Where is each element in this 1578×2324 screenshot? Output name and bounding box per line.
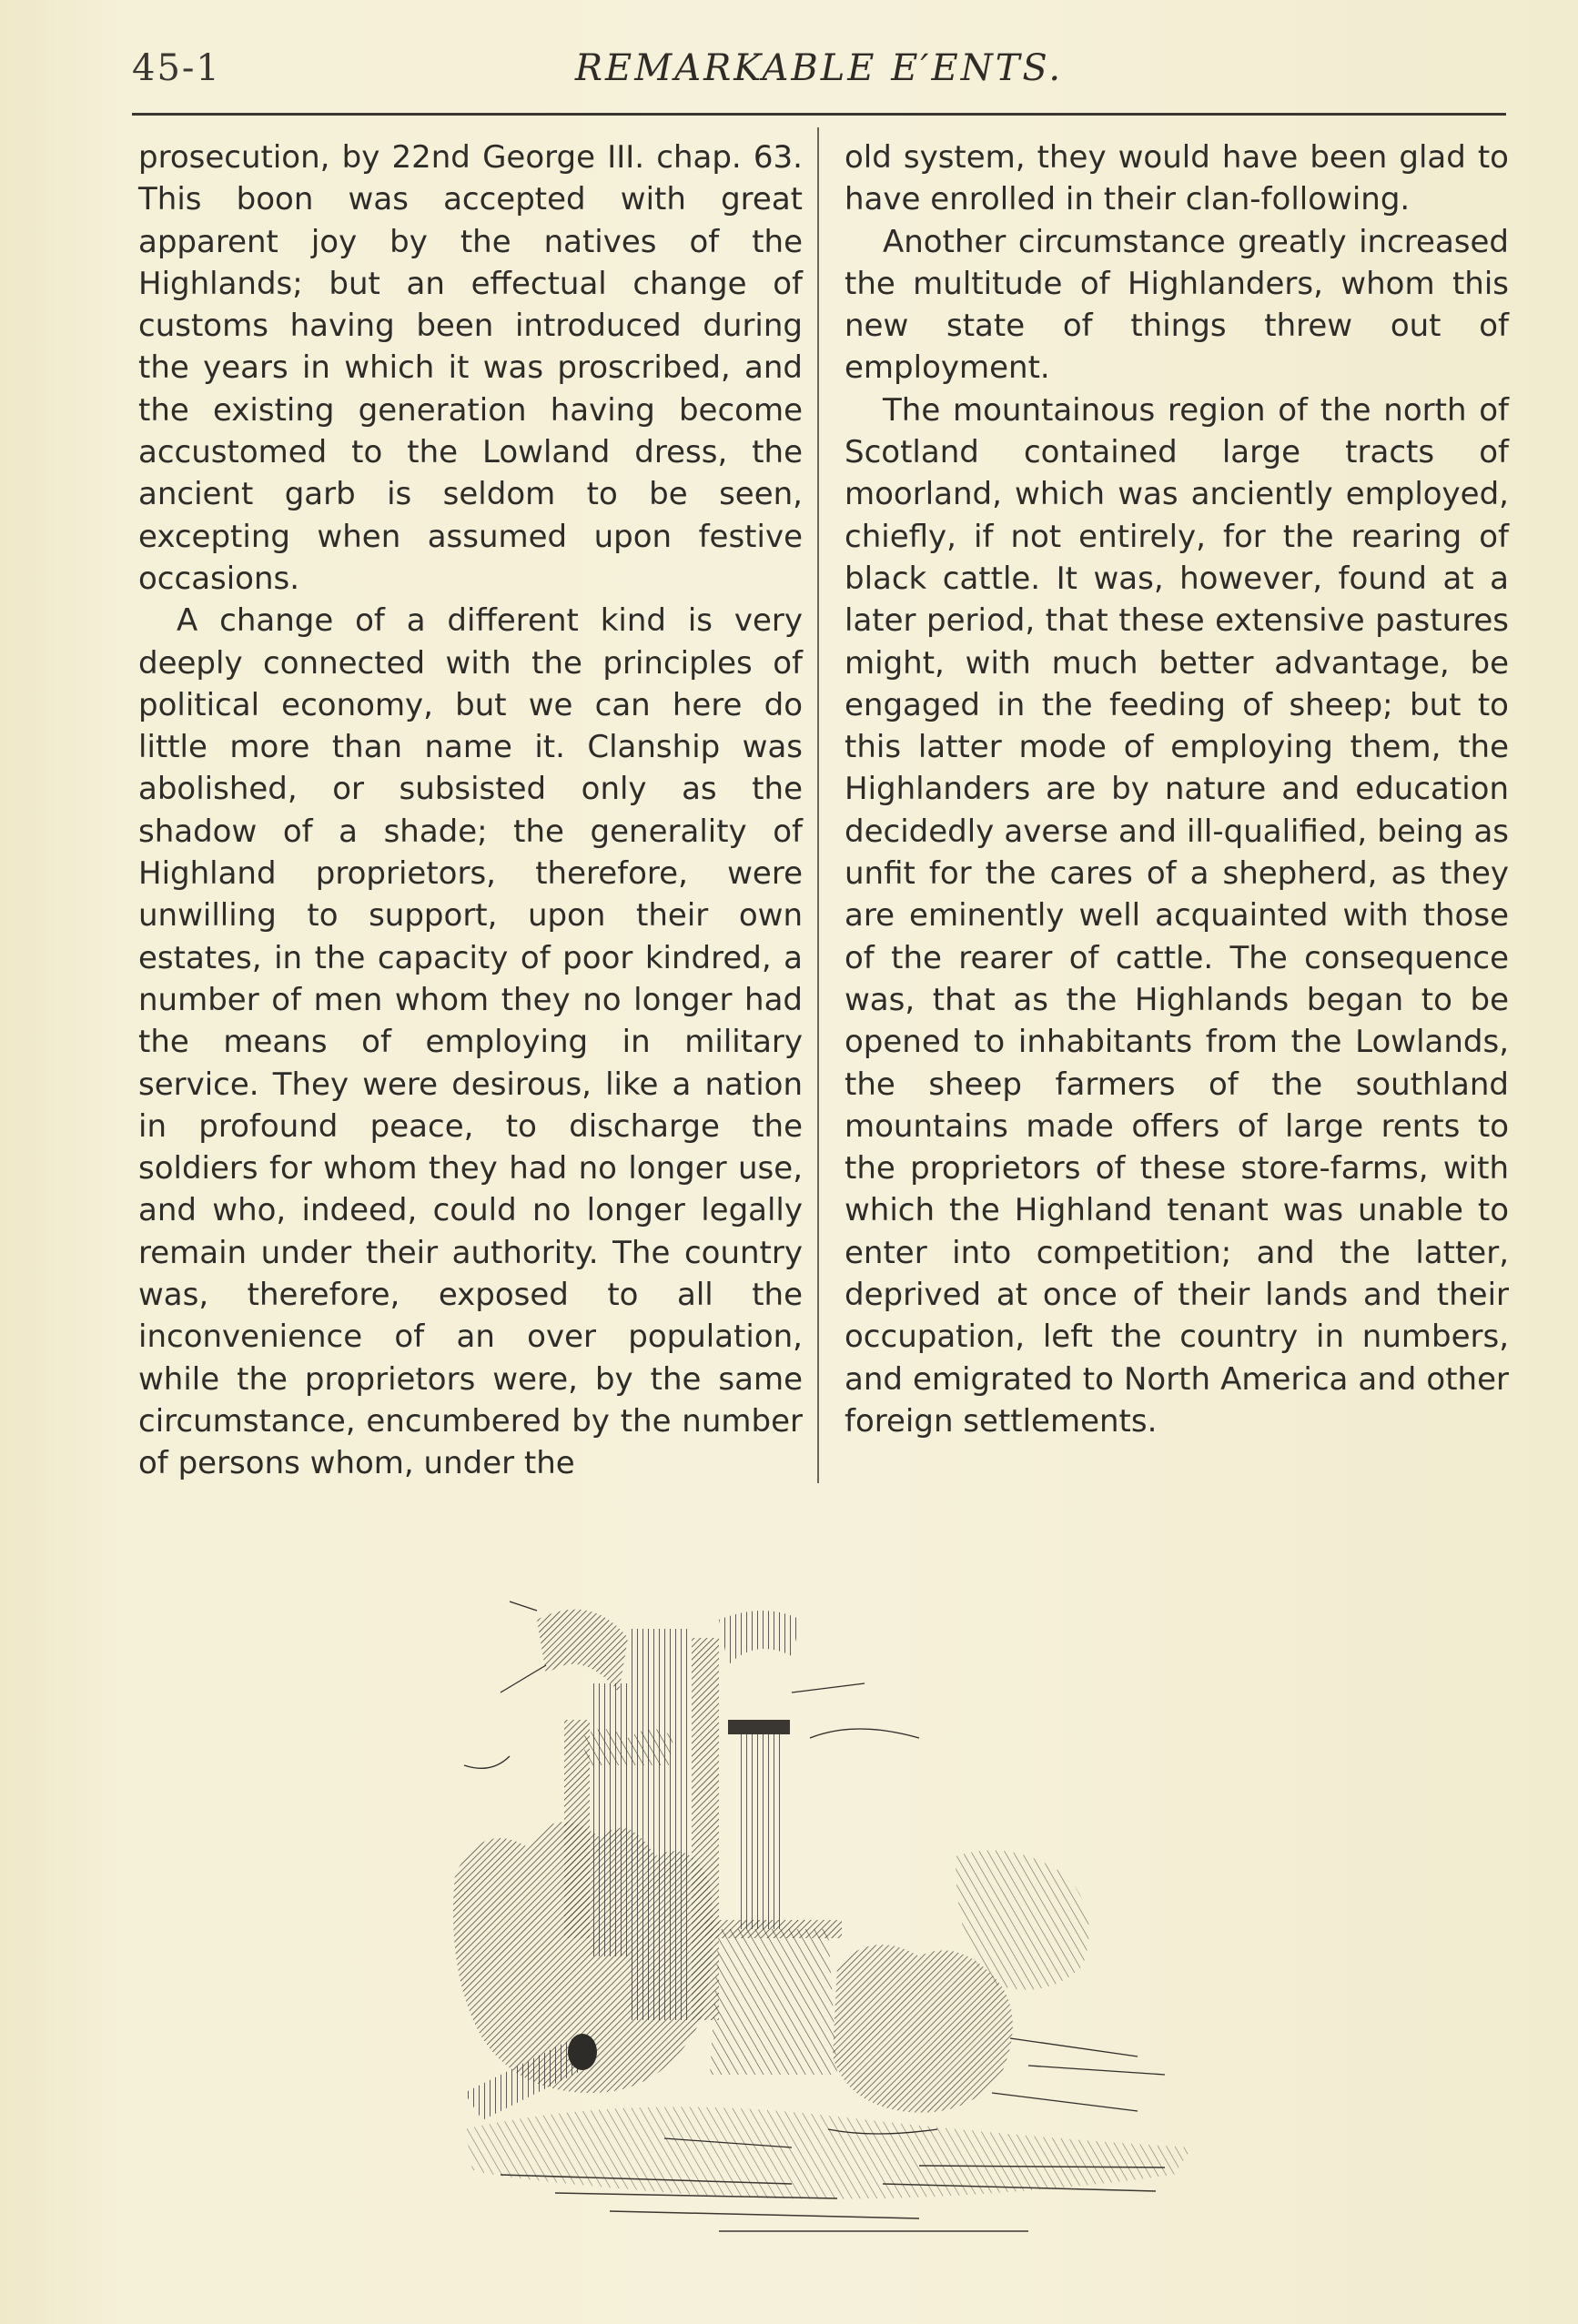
header-rule: [132, 113, 1506, 116]
right-column: [845, 136, 1509, 1442]
right-paragraph-1: old system, they would have been glad to have enrolled in their clan-following.: [845, 139, 1509, 218]
left-paragraph-2: A change of a different kind is very deeply connected with the principles of political economy, but we can here do little more than name it. Clanship was abolished, or subsisted only as the shadow of a shade; the generality of Highland proprietors, therefore, were unwilling to support, upon their own estates, in the capacity of poor kindred, a number of men whom they no longer had the means of employing in military service. They were desirous, like a nation in profound peace, to discharge the soldiers for whom they had no longer use, and who, indeed, could no longer legally remain under their authority. The country was, therefore, exposed to all the inconvenience of an over population, while the proprietors were, by the same circumstance, encumbered by the number of persons whom, under the: [138, 602, 803, 1482]
page-number: 45-1: [132, 47, 221, 89]
ruins-engraving-icon: [446, 1583, 1201, 2248]
right-paragraph-2: Another circumstance greatly increased the multitude of Highlanders, whom this new state of things threw out of employment.: [845, 223, 1509, 387]
column-divider: [817, 127, 819, 1483]
running-title: REMARKABLE E′ENTS.: [574, 47, 1064, 89]
page-header: [132, 47, 1506, 102]
left-paragraph-1: prosecution, by 22nd George III. chap. 63. This boon was accepted with great apparent joy by the natives of the Highlands; but an effectual change of customs having been introduced during the years in which it was proscribed, and the existing generation having become accustomed to the Lowland dress, the ancient garb is seldom to be seen, excepting when assumed upon festive occasions.: [138, 139, 803, 597]
left-column: [138, 136, 803, 1485]
right-paragraph-3: The mountainous region of the north of Scotland contained large tracts of moorland, which was anciently employed, chiefly, if not entirely, for the rearing of black cattle. It was, however, found at a later period, that these extensive pastures might, with much better advantage, be engaged in the feeding of sheep; but to this latter mode of employing them, the Highlanders are by nature and education decidedly averse and ill-qualified, being as unfit for the cares of a shepherd, as they are eminently well acquainted with those of the rearer of cattle. The consequence was, that as the Highlands began to be opened to inhabitants from the Lowlands, the sheep farmers of the southland mountains made offers of large rents to the proprietors of these store-farms, with which the Highland tenant was unable to enter into competition; and the latter, deprived at once of their lands and their occupation, left the country in numbers, and emigrated to North America and other foreign settlements.: [845, 391, 1509, 1440]
